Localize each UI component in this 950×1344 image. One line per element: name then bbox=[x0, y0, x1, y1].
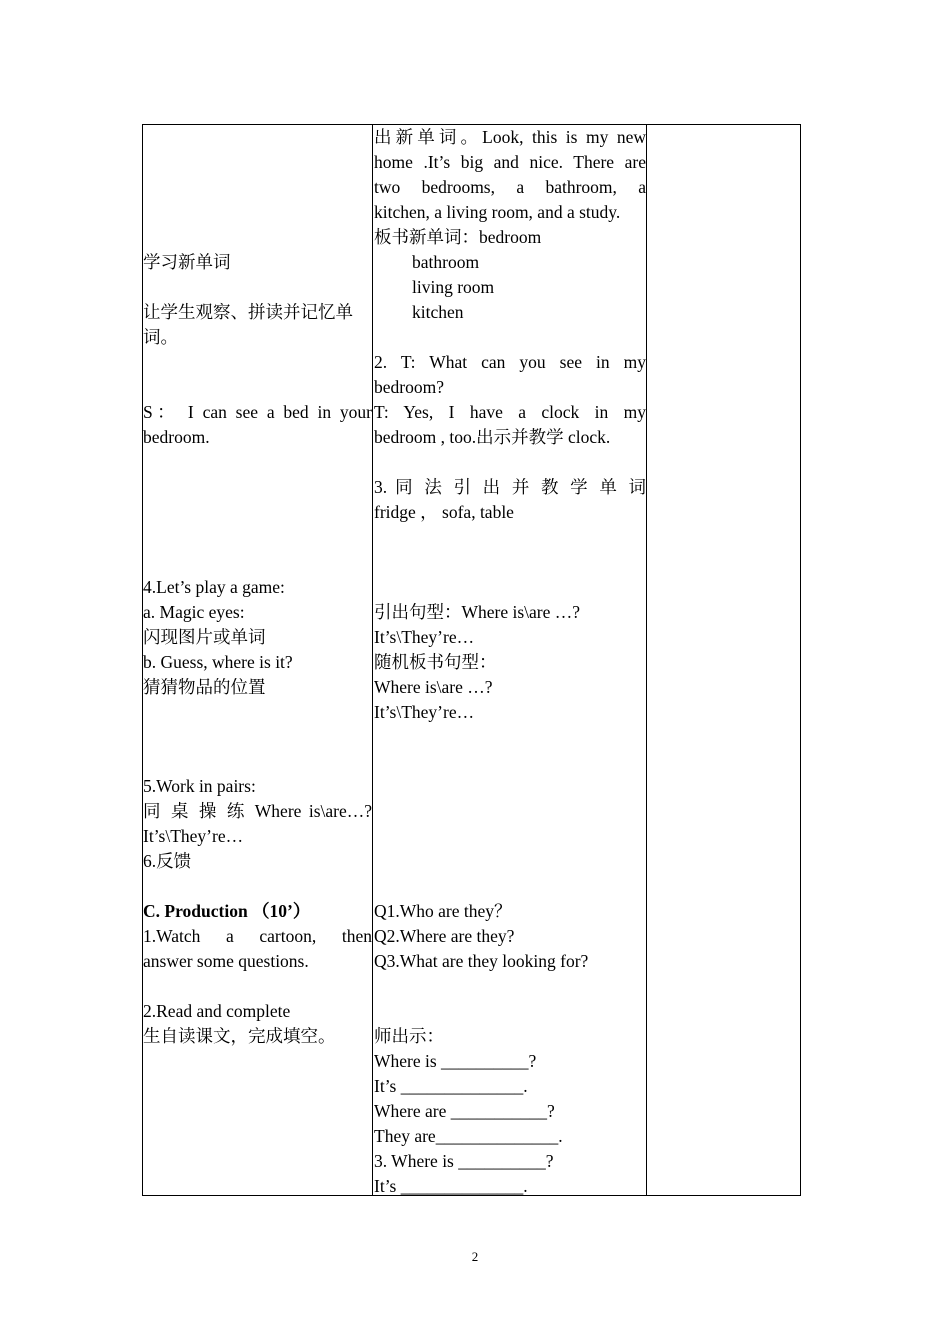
col1-line: 词。 bbox=[143, 327, 178, 347]
col2-line: two bedrooms, a bathroom, a bbox=[374, 177, 646, 197]
col1-line: 生自读课文，完成填空。 bbox=[143, 1026, 336, 1046]
col2-line: home .It’s big and nice. There are bbox=[374, 152, 646, 172]
col1-line: 猜猜物品的位置 bbox=[143, 677, 266, 697]
col2-line: 随机板书句型： bbox=[374, 652, 497, 672]
col1-line: S： I can see a bed in your bbox=[143, 402, 372, 422]
page-number: 2 bbox=[471, 1249, 479, 1264]
col2-line: bedroom , too.出示并教学 clock. bbox=[374, 427, 611, 447]
col1-line: 学习新单词 bbox=[143, 252, 231, 272]
col2-line: 出新单词。Look, this is my new bbox=[374, 127, 646, 147]
col2-line: fridge ， sofa, table bbox=[374, 502, 514, 522]
col1-line: 1.Watch a cartoon, then bbox=[143, 926, 372, 946]
col2-line: It’s\They’re… bbox=[374, 627, 475, 647]
col1-line: 5.Work in pairs: bbox=[143, 776, 256, 796]
col1-line: 让学生观察、拼读并记忆单 bbox=[143, 302, 353, 322]
fill-blank-line: It’s ______________. bbox=[374, 1176, 528, 1196]
fill-blank-line: 3. Where is __________? bbox=[374, 1151, 554, 1171]
col2-line: bedroom? bbox=[374, 377, 444, 397]
col1-line: 2.Read and complete bbox=[143, 1001, 291, 1021]
col1-line: 闪现图片或单词 bbox=[143, 627, 266, 647]
fill-blank-line: It’s ______________. bbox=[374, 1076, 528, 1096]
col1-line: bedroom. bbox=[143, 427, 210, 447]
col2-line: 引出句型：Where is\are …? bbox=[374, 602, 581, 622]
question-line: Q3.What are they looking for? bbox=[374, 951, 589, 971]
col2-line: 师出示： bbox=[374, 1026, 444, 1046]
fill-blank-line: They are______________. bbox=[374, 1126, 563, 1146]
vocab-word: living room bbox=[412, 277, 495, 297]
fill-blank-line: Where are ___________? bbox=[374, 1101, 555, 1121]
col2-line: 板书新单词：bedroom bbox=[374, 227, 542, 247]
section-heading-production: C. Production （10’） bbox=[143, 901, 311, 921]
col1-line: answer some questions. bbox=[143, 951, 309, 971]
col1-line: 6.反馈 bbox=[143, 851, 192, 871]
col2-line: kitchen, a living room, and a study. bbox=[374, 202, 621, 222]
fill-blank-line: Where is __________? bbox=[374, 1051, 537, 1071]
vocab-word: bathroom bbox=[412, 252, 480, 272]
column-divider-1 bbox=[372, 124, 373, 1196]
col2-line: T: Yes, I have a clock in my bbox=[374, 402, 646, 422]
question-line: Q1.Who are they？ bbox=[374, 901, 512, 921]
vocab-word: kitchen bbox=[412, 302, 464, 322]
col2-line: 3. 同 法 引 出 并 教 学 单 词 bbox=[374, 477, 646, 497]
col1-line: a. Magic eyes: bbox=[143, 602, 245, 622]
col1-line: It’s\They’re… bbox=[143, 826, 244, 846]
col1-line: 4.Let’s play a game: bbox=[143, 577, 285, 597]
col1-line: b. Guess, where is it? bbox=[143, 652, 293, 672]
col2-line: It’s\They’re… bbox=[374, 702, 475, 722]
col1-line: 同 桌 操 练 Where is\are…? bbox=[143, 801, 372, 821]
question-line: Q2.Where are they? bbox=[374, 926, 515, 946]
col2-line: 2. T: What can you see in my bbox=[374, 352, 646, 372]
col2-line: Where is\are …? bbox=[374, 677, 493, 697]
